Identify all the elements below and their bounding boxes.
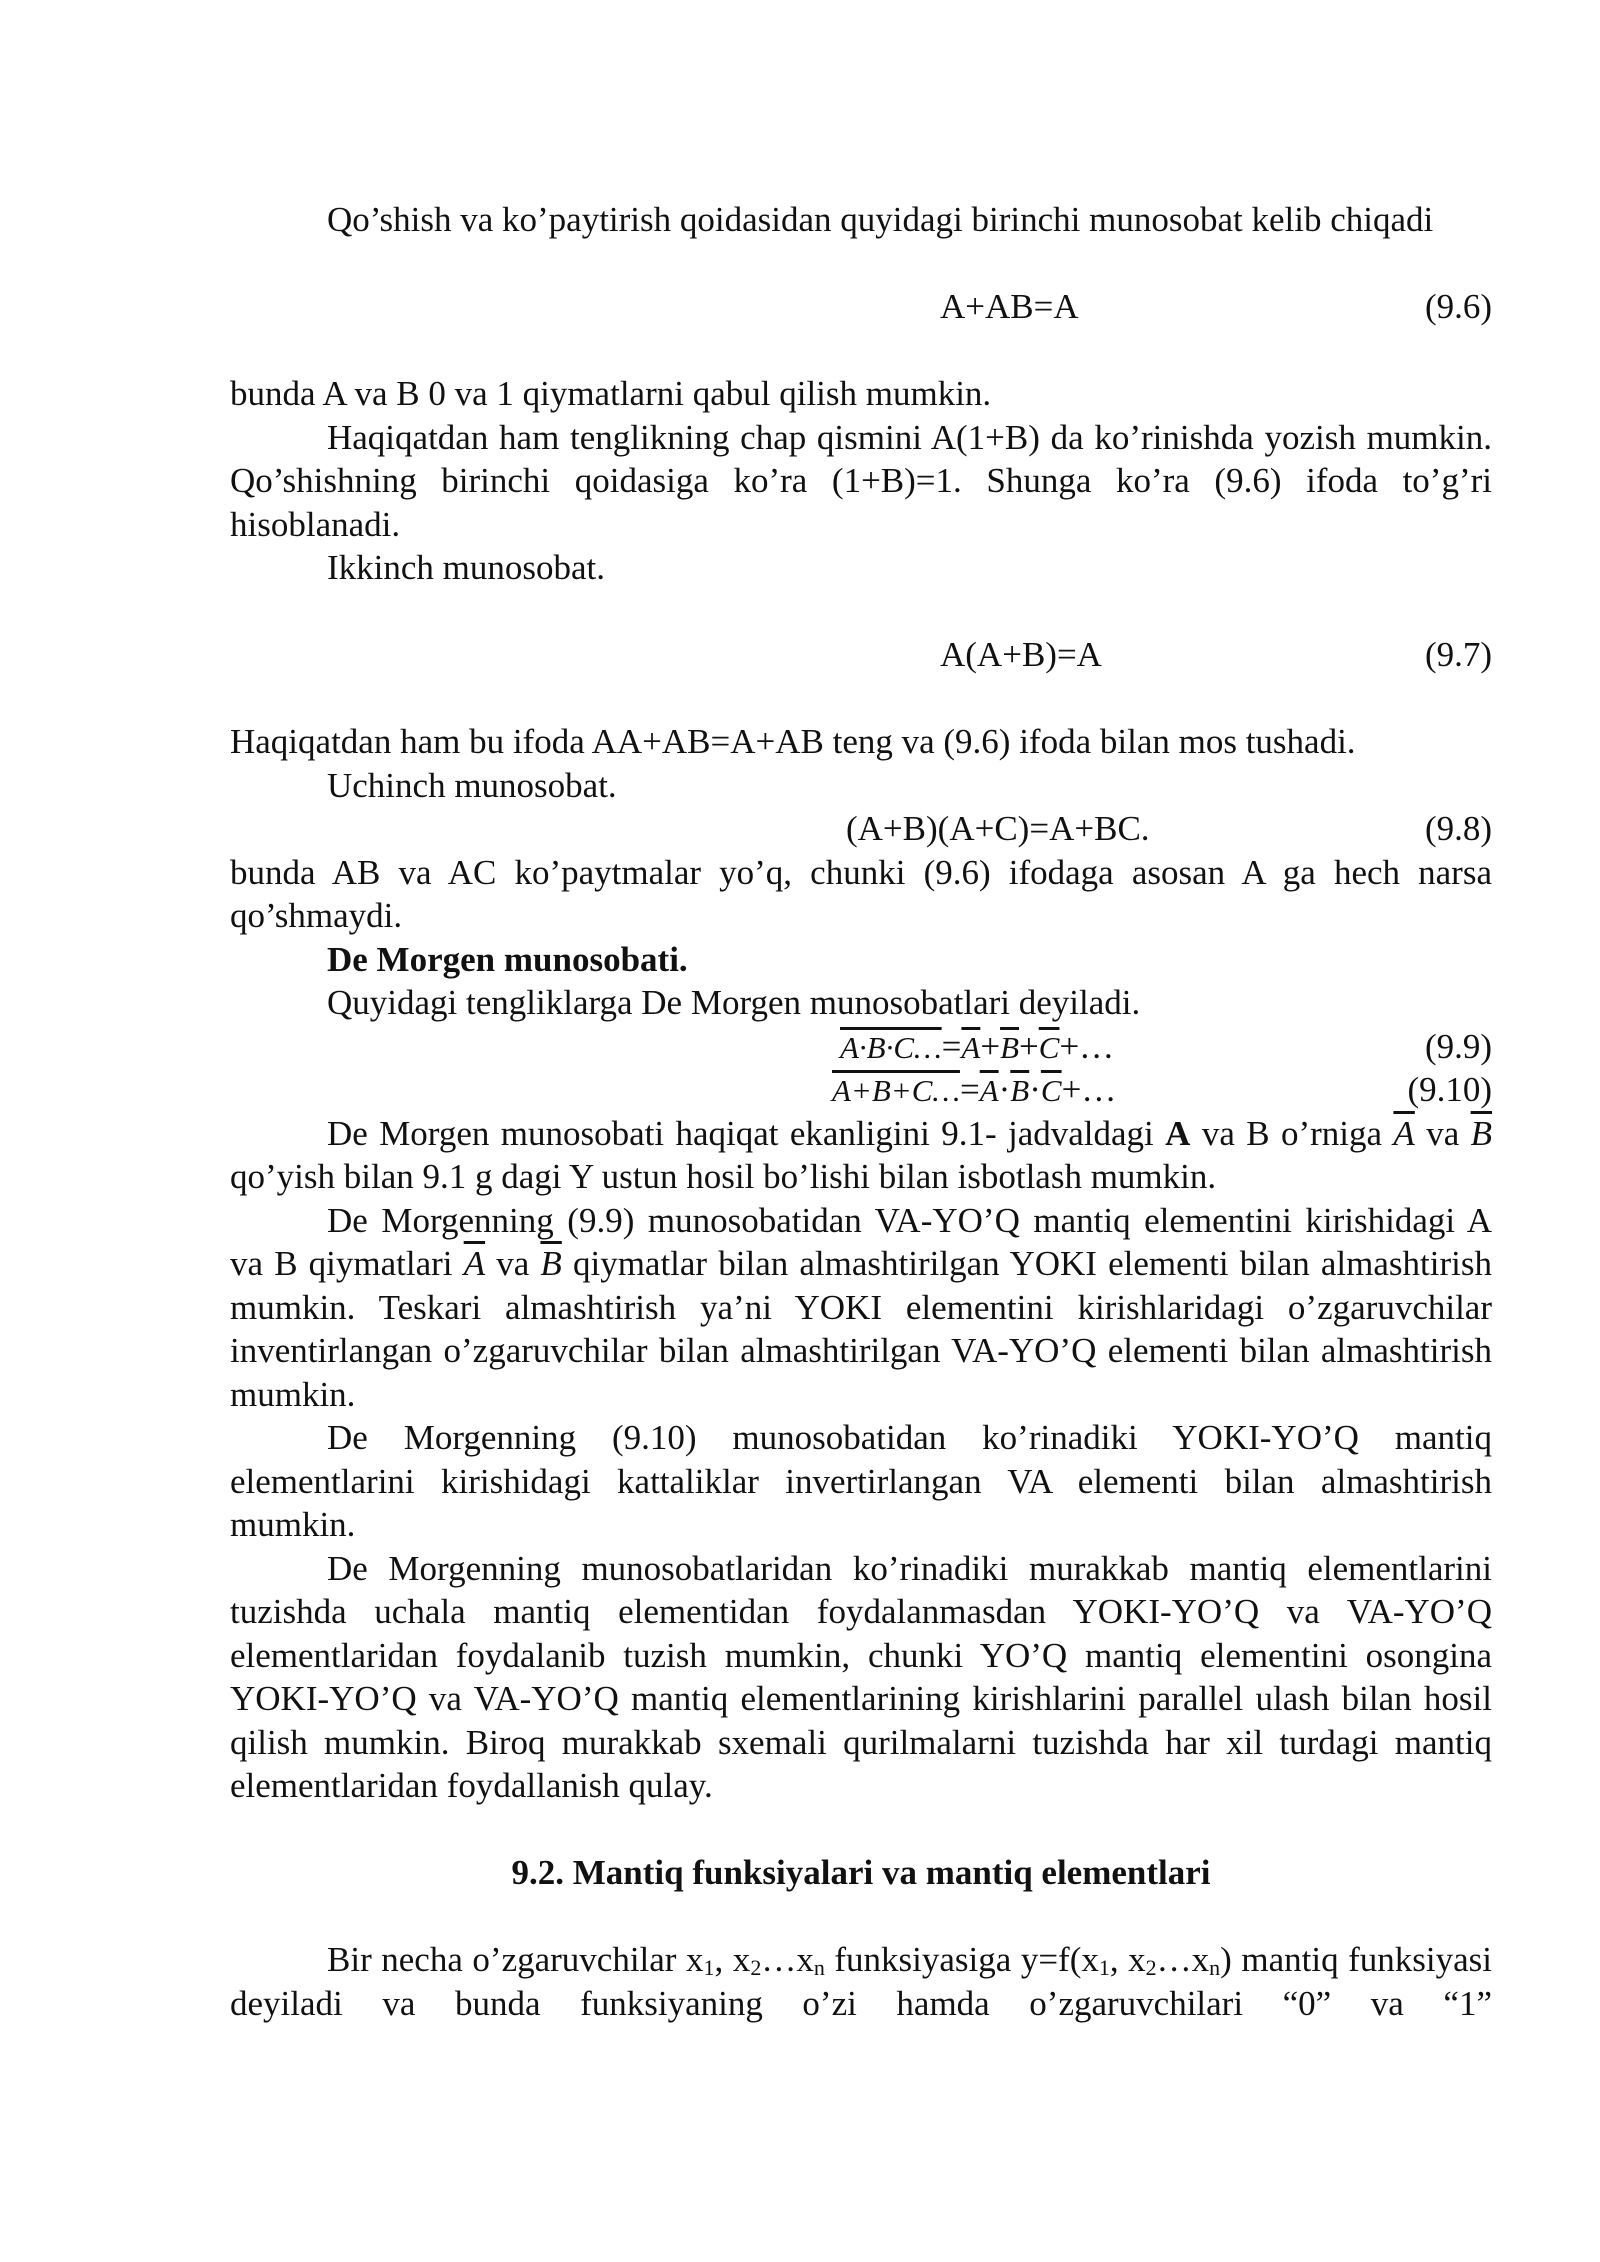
formula-number: (9.7) (1424, 635, 1492, 674)
subscript: 1 (703, 1955, 715, 1980)
formula-9-10 (230, 1068, 1492, 1112)
formula-lhs-negated: A·B·C… (840, 1029, 942, 1065)
paragraph: De Morgenning (9.10) munosobatidan ko’rinadiki YOKI-YO’Q mantiq elementlarini kirishidagi kattaliklar invertirlangan VA elementi bilan almashtirish mumkin. (230, 1418, 1492, 1544)
text-run: …x (1156, 1940, 1210, 1979)
spacer (230, 590, 1492, 634)
formula-9-9 (230, 1025, 1492, 1069)
spacer (230, 1895, 1492, 1939)
spacer (230, 329, 1492, 373)
formula-number: (9.10) (1407, 1070, 1492, 1109)
paragraph: bunda A va B 0 va 1 qiymatlarni qabul qilish mumkin. (230, 374, 992, 413)
paragraph: Uchinch munosobat. (327, 765, 617, 805)
var-a-bar: $\overline{A}$ (1393, 1113, 1415, 1153)
text-run: De Morgenning (9.9) munosobatidan VA-YO’Q mantiq elementini kirishidagi A va B qiymatlari (230, 1200, 1492, 1283)
var-b-bar: $\overline{B}$ (540, 1244, 562, 1283)
formula-var-b-bar: $\overline{B}$ (1010, 1073, 1030, 1108)
paragraph: Quyidagi tengliklarga De Morgen munosobatlari deyiladi. (327, 983, 1141, 1022)
text-run: funksiyasiga y=f(x (824, 1940, 1099, 1979)
var-b-bar: $\overline{B}$ (1470, 1113, 1492, 1153)
formula-var-a-bar: $\overline{A}$ (961, 1029, 981, 1065)
spacer (230, 242, 1492, 286)
text-run: De Morgen munosobati haqiqat ekanligini 9.1- jadvaldagi (327, 1113, 1166, 1153)
subscript: 1 (1098, 1955, 1110, 1980)
formula-9-7 (230, 633, 1492, 677)
text-run: va B o’rniga (1190, 1113, 1394, 1153)
formula-expression: (A+B)(A+C)=A+BC. (846, 809, 1150, 848)
spacer (230, 677, 1492, 721)
section-heading: 9.2. Mantiq funksiyalari va mantiq elementlari (511, 1853, 1211, 1892)
var-a-bar: $\overline{A}$ (463, 1244, 486, 1283)
subscript: n (1209, 1955, 1221, 1980)
formula-expression: A+AB=A (940, 287, 1079, 326)
paragraph (230, 1199, 1492, 1417)
text-run: va (1414, 1113, 1471, 1153)
formula-expression (832, 1068, 1116, 1113)
paragraph: bunda AB va AC ko’paytmalar yo’q, chunki (9.6) ifodaga asosan A ga hech narsa qo’shmaydi. (230, 852, 1492, 935)
formula-operator: + (1019, 1026, 1039, 1066)
document-page (230, 198, 1492, 2025)
subscript: 2 (1145, 1955, 1157, 1980)
subscript: n (813, 1955, 825, 1980)
paragraph: De Morgenning munosobatlaridan ko’rinadiki murakkab mantiq elementlarini tuzishda uchala mantiq elementidan foydalanmasdan YOKI-YO’Q va VA-YO’Q elementlaridan foydalanib tuzish mumkin, chunki YO’Q mantiq elementini osongina YOKI-YO’Q va VA-YO’Q mantiq elementlarining kirishlarini parallel ulash bilan hosil qilish mumkin. Biroq murakkab sxemali qurilmalarni tuzishda har xil turdagi mantiq elementlaridan foydallanish qulay. (230, 1548, 1492, 1805)
paragraph: Ikkinch munosobat. (327, 548, 606, 587)
formula-tail: +… (1061, 1070, 1117, 1109)
text-run: , x (714, 1940, 751, 1979)
text-run-bold: A (1165, 1113, 1191, 1153)
formula-expression: A(A+B)=A (940, 635, 1102, 674)
subscript: 2 (750, 1955, 762, 1980)
text-run: , x (1109, 1940, 1146, 1979)
formula-equals: = (941, 1026, 962, 1066)
formula-operator: · (1029, 1070, 1041, 1109)
text-run: qo’yish bilan 9.1 g dagi Y ustun hosil bo’lishi bilan isbotlash mumkin. (230, 1157, 1217, 1196)
text-run: …x (761, 1940, 814, 1979)
text-run: Bir necha o’zgaruvchilar x (327, 1940, 704, 1979)
formula-var-c-bar: $\overline{C}$ (1038, 1029, 1060, 1065)
formula-number: (9.8) (1424, 809, 1492, 848)
formula-var-c-bar: $\overline{C}$ (1040, 1073, 1062, 1108)
formula-operator: + (980, 1026, 1001, 1066)
formula-number: (9.6) (1424, 287, 1492, 326)
formula-var-a-bar: $\overline{A}$ (979, 1073, 999, 1108)
paragraph (230, 1112, 1492, 1199)
formula-operator: · (998, 1070, 1011, 1109)
text-run: qiymatlar bilan almashtirilgan YOKI elementi bilan almashtirish mumkin. Teskari almashtirish ya’ni YOKI elementini kirishlaridagi o’zgaruvchilar inventirlangan o’zgaruvchilar bilan almashtirilgan VA-YO’Q elementi bilan almashtirish mumkin. (230, 1244, 1492, 1414)
formula-9-8 (230, 807, 1492, 851)
paragraph: Haqiqatdan ham bu ifoda AA+AB=A+AB teng va (9.6) ifoda bilan mos tushadi. (230, 722, 1356, 761)
formula-var-b-bar: $\overline{B}$ (1000, 1029, 1019, 1065)
paragraph: Qo’shish va ko’paytirish qoidasidan quyidagi birinchi munosobat kelib chiqadi (327, 200, 1434, 239)
paragraph (230, 1938, 1492, 2025)
formula-lhs-negated: A+B+C… (832, 1073, 960, 1108)
paragraph: Haqiqatdan ham tenglikning chap qismini A(1+B) da ko’rinishda yozish mumkin. Qo’shishning birinchi qoidasiga ko’ra (1+B)=1. Shunga ko’ra (9.6) ifoda to’g’ri hisoblanadi. (230, 417, 1492, 544)
formula-9-6 (230, 285, 1492, 329)
section-subheading: De Morgen munosobati. (327, 939, 688, 979)
formula-expression (840, 1025, 1114, 1070)
spacer (230, 1808, 1492, 1852)
text-run: ) mantiq funksiyasi deyiladi va bunda funksiyaning o’zi hamda o’zgaruvchilari “0” va “1” (230, 1940, 1493, 2023)
formula-tail: +… (1059, 1026, 1115, 1066)
formula-number: (9.9) (1424, 1026, 1492, 1066)
formula-equals: = (959, 1070, 980, 1109)
text-run: va (485, 1244, 541, 1283)
